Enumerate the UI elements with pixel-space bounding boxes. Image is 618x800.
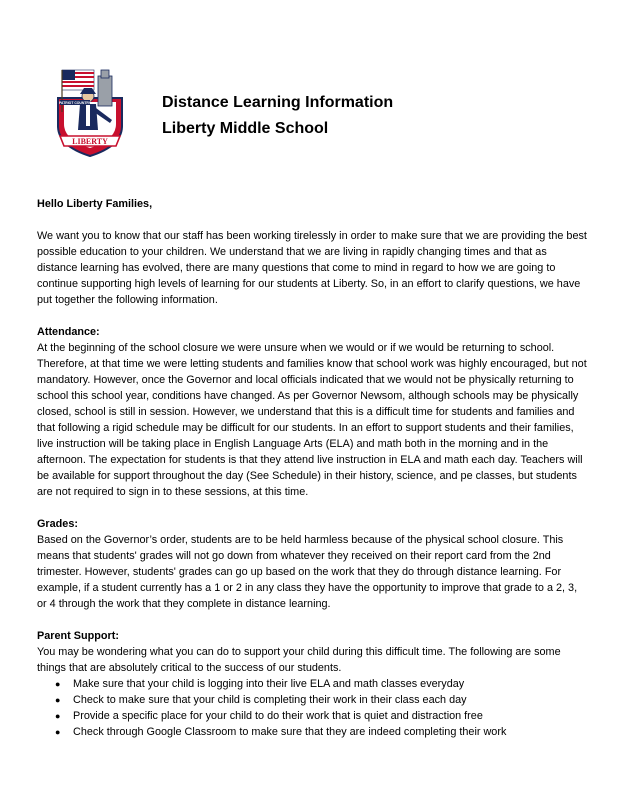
- list-item: ● Check through Google Classroom to make sure that they are indeed completing their work: [37, 724, 587, 740]
- document-title: [162, 90, 393, 142]
- greeting: Hello Liberty Families,: [37, 198, 153, 210]
- logo-ribbon-text: LIBERTY: [72, 137, 108, 146]
- logo-banner-text: PATRIOT COUNTRY: [59, 101, 91, 105]
- grades-heading: Grades:: [37, 518, 78, 530]
- parent-support-list: [37, 676, 587, 740]
- intro-paragraph: We want you to know that our staff has been working tirelessly in order to make sure that we are providing the best possible education to your children. We understand that we are living in rapidly changing times and that as distance learning has evolved, there are many questions that come to mind in regard to how we are going to continue supporting high levels of learning for our students at Liberty. So, in an effort to clarify questions, we have put together the following information.: [37, 230, 587, 306]
- attendance-heading: Attendance:: [37, 326, 100, 338]
- parent-support-body: You may be wondering what you can do to support your child during this difficult time. The following are some things that are absolutely critical to the success of our students.: [37, 646, 561, 674]
- grades-body: Based on the Governor’s order, students are to be held harmless because of the physical school closure. This means that students' grades will not go down from whatever they received on their report card from the 2nd trimester. However, students' grades can go up based on the work that they do through distance learning. For example, if a student currently has a 1 or 2 in any class they have the opportunity to improve that grade to a 2, 3, or 4 through the work that they complete in distance learning.: [37, 534, 578, 610]
- attendance-section: [37, 324, 587, 500]
- liberty-patriot-logo-icon: [40, 60, 140, 160]
- title-line-2: Liberty Middle School: [162, 120, 329, 137]
- list-item: ● Check to make sure that your child is completing their work in their class each day: [37, 692, 587, 708]
- attendance-body: At the beginning of the school closure we were unsure when we would or if we would be returning to school. Therefore, at that time we were letting students and families know that school work was highly encouraged, but not mandatory. However, once the Governor and local officials indicated that we would not be physically returning to school this school year, conditions have changed. As per Governor Newsom, although schools may be physically closed, school is still in session. However, we understand that this is a difficult time for students and families and that following a rigid schedule may be difficult for our students. In an effort to support students and their families, live instruction will be taking place in English Language Arts (ELA) and math both in the morning and in the afternoon. The expectation for students is that they attend live instruction in ELA and math each day. Teachers will be available for support throughout the day (See Schedule) in their history, science, and pe classes, but students are not required to sign in to these sessions, at this time.: [37, 342, 587, 498]
- grades-section: [37, 516, 587, 612]
- list-item: ● Provide a specific place for your child to do their work that is quiet and distraction free: [37, 708, 587, 724]
- parent-support-heading: Parent Support:: [37, 630, 119, 642]
- parent-support-section: [37, 628, 587, 740]
- title-line-1: Distance Learning Information: [162, 94, 394, 111]
- list-item: ● Make sure that your child is logging into their live ELA and math classes everyday: [37, 676, 587, 692]
- document-body: [37, 196, 587, 756]
